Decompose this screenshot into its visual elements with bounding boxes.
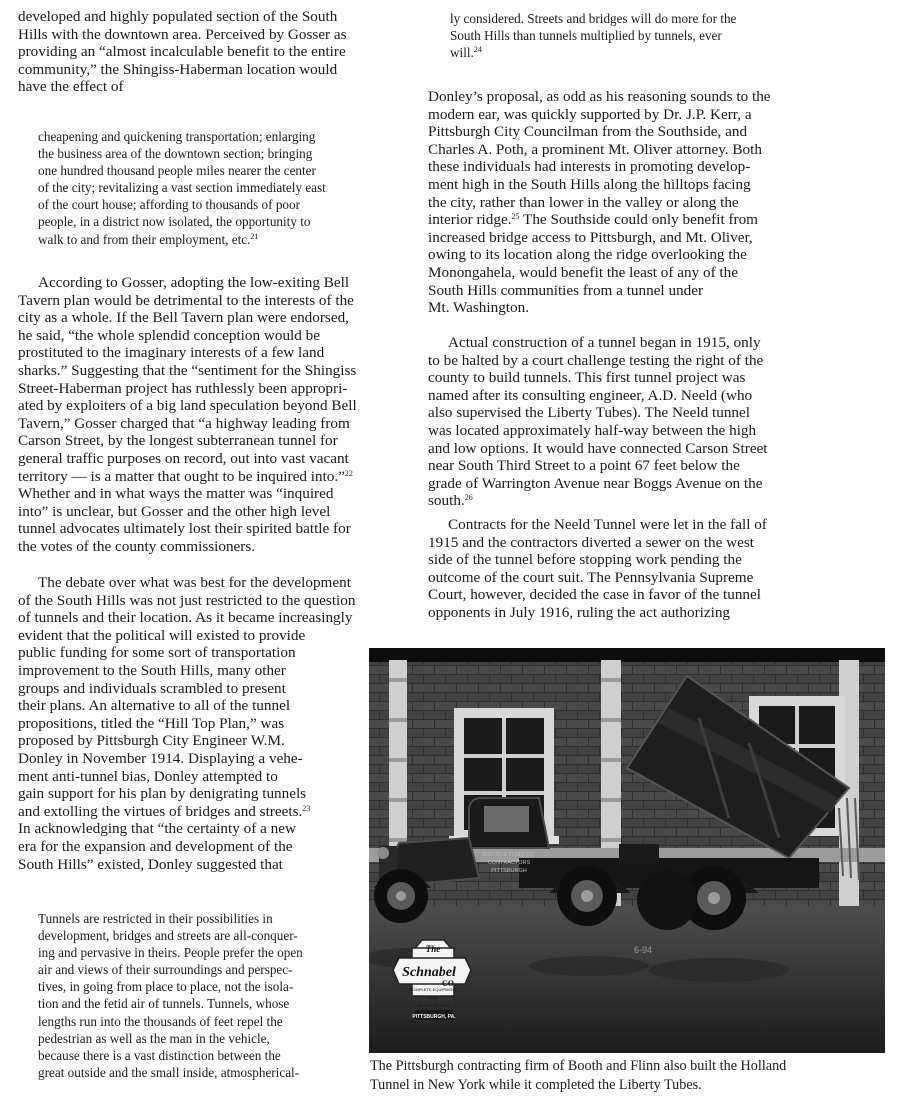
text-line: Mt. Washington. <box>428 299 530 317</box>
text-line: one hundred thousand people miles nearer the center <box>38 163 316 179</box>
door-lettering-line: BOOTH & FLINN CO. <box>482 852 536 858</box>
text-line: Donley in November 1914. Displaying a vehe- <box>18 749 303 767</box>
caption-line: Tunnel in New York while it completed the Liberty Tubes. <box>370 1077 702 1093</box>
text-line: groups and individuals scrambled to present <box>18 679 286 697</box>
text-line: Contracts for the Neeld Tunnel were let in the fall of <box>448 516 767 533</box>
text-line: have the effect of <box>18 78 124 96</box>
text-line: of the court house; affording to thousands of poor <box>38 197 300 213</box>
text-line: improvement to the South Hills, many other <box>18 661 286 679</box>
text-line: Pittsburgh City Councilman from the Southside, and <box>428 123 748 141</box>
text-line: general traffic purposes on record, out into vast vacant <box>18 449 349 467</box>
block-quote-donley <box>38 910 350 1081</box>
text-line: Court, however, decided the case in favor of the tunnel <box>428 586 761 604</box>
text-line: of tunnels and their location. As it became increasingly <box>18 609 353 627</box>
right-paragraph-3 <box>428 516 818 622</box>
text-line: community,” the Shingiss-Haberman location would <box>18 60 338 78</box>
text-line: South Hills” existed, Donley suggested that <box>18 855 283 873</box>
text-line: Whether and in what ways the matter was “inquired <box>18 485 334 503</box>
text-line: was located approximately half-way between the high <box>428 421 757 439</box>
svg-text:MOTOR TRUCKS: MOTOR TRUCKS <box>416 1003 450 1008</box>
text-line: these individuals had interests in promoting develop- <box>428 158 751 176</box>
text-line: into” is unclear, but Gosser and the other high level <box>18 502 331 520</box>
text-line: Tunnels are restricted in their possibilities in <box>38 911 273 926</box>
text-line: air and views of their surroundings and perspec- <box>38 962 293 978</box>
text-line: the business area of the downtown section; bringing <box>38 146 313 162</box>
door-lettering-line: CONTRACTORS <box>487 860 531 866</box>
text-line: tion and the fetid air of tunnels. Tunnels, whose <box>38 996 290 1012</box>
text-line: of the South Hills was not just restricted to the question <box>18 591 356 609</box>
text-line: people, in a district now isolated, the opportunity to <box>38 214 311 230</box>
text-line: providing an “almost incalculable benefit to the entire <box>18 43 346 61</box>
footnote-marker: 23 <box>302 803 311 813</box>
text-line: The debate over what was best for the development <box>38 574 351 591</box>
text-line: territory — is a matter that ought to be inquired into.”$^{22}$ <box>18 467 353 485</box>
text-line: opponents in July 1916, ruling the act authorizing <box>428 603 731 621</box>
text-line: South Hills than tunnels multiplied by tunnels, ever <box>450 28 722 44</box>
block-quote-donley-continued <box>450 10 810 61</box>
footnote-marker: 26 <box>464 493 473 503</box>
text-line: tunnel advocates ultimately lost their spirited battle for <box>18 520 351 538</box>
right-paragraph-2 <box>428 334 818 510</box>
text-line: Donley’s proposal, as odd as his reasoning sounds to the <box>428 88 771 105</box>
caption-line: The Pittsburgh contracting firm of Booth and Flinn also built the Holland <box>370 1058 787 1074</box>
text-line: era for the expansion and development of the <box>18 837 293 855</box>
text-line: Carson Street, by the longest subterranean tunnel for <box>18 432 338 450</box>
text-line: the votes of the county commissioners. <box>18 537 256 555</box>
left-paragraph-1 <box>18 8 408 96</box>
text-line: Tavern,” Gosser charged that “a highway leading from <box>18 414 350 432</box>
text-line: walk to and from their employment, etc.$^{21}$ <box>38 231 259 247</box>
plate-number: 6-94 <box>634 945 653 955</box>
text-line: propositions, titled the “Hill Top Plan,” was <box>18 714 285 732</box>
footnote-marker: 24 <box>473 45 482 55</box>
text-line: pedestrian as well as the man in the vehicle, <box>38 1030 270 1046</box>
left-paragraph-3 <box>18 574 408 873</box>
photo-caption <box>370 1057 890 1095</box>
text-line: grade of Warrington Avenue near Boggs Avenue on the <box>428 474 763 492</box>
text-line: outcome of the court suit. The Pennsylvania Supreme <box>428 568 754 586</box>
text-line: ated by exploiters of a big land speculation beyond Bell <box>18 397 357 415</box>
svg-text:FOR: FOR <box>428 996 438 1001</box>
footnote-marker: 22 <box>344 468 353 478</box>
text-line: modern ear, was quickly supported by Dr. J.P. Kerr, a <box>428 105 752 123</box>
text-line: Hills with the downtown area. Perceived by Gosser as <box>18 25 347 43</box>
dump-truck-photograph <box>369 648 885 1053</box>
text-line: evident that the political will existed to provide <box>18 626 306 644</box>
text-line: of the city; revitalizing a vast section immediately east <box>38 180 326 196</box>
text-line: South Hills communities from a tunnel under <box>428 281 704 299</box>
text-line: ment anti-tunnel bias, Donley attempted to <box>18 767 278 785</box>
svg-text:Schnabel: Schnabel <box>402 965 456 980</box>
footnote-marker: 25 <box>511 212 520 222</box>
text-line: cheapening and quickening transportation; enlarging <box>38 129 316 144</box>
text-line: near South Third Street to a point 67 feet below the <box>428 457 740 475</box>
text-line: he said, “the whole splendid conception would be <box>18 326 320 344</box>
text-line: interior ridge.$^{25}$ The Southside could only benefit from <box>428 211 758 229</box>
text-line: gain support for his plan by denigrating tunnels <box>18 785 307 803</box>
text-line: will.$^{24}$ <box>450 45 482 61</box>
text-line: According to Gosser, adopting the low-exiting Bell <box>38 274 350 291</box>
text-line: ment high in the South Hills along the hilltops facing <box>428 175 751 193</box>
text-line: Monongahela, would benefit the least of any of the <box>428 263 738 281</box>
footnote-marker: 21 <box>250 231 259 241</box>
text-line: Charles A. Poth, a prominent Mt. Oliver attorney. Both <box>428 140 762 158</box>
svg-text:The: The <box>425 944 441 954</box>
right-paragraph-1 <box>428 88 818 317</box>
text-line: county to build tunnels. This first tunnel project was <box>428 369 746 387</box>
text-line: great outside and the small inside, atmospherical- <box>38 1064 300 1080</box>
block-quote-gosser <box>38 128 388 248</box>
text-line: south.$^{26}$ <box>428 492 473 510</box>
text-line: city as a whole. If the Bell Tavern plan were endorsed, <box>18 309 349 327</box>
text-line: Actual construction of a tunnel began in 1915, only <box>448 334 761 351</box>
text-line: prostituted to the imaginary interests of a few land <box>18 344 325 362</box>
text-line: side of the tunnel before stopping work pending the <box>428 551 742 569</box>
text-line: their plans. An alternative to all of the tunnel <box>18 697 291 715</box>
text-line: owing to its location along the ridge overlooking the <box>428 246 747 264</box>
text-line: and low options. It would have connected Carson Street <box>428 439 768 457</box>
door-lettering-line: PITTSBURGH <box>491 868 527 874</box>
text-line: lengths run into the thousands of feet repel the <box>38 1013 283 1029</box>
text-line: public funding for some sort of transportation <box>18 644 296 662</box>
text-line: to be halted by a court challenge testing the right of the <box>428 351 764 369</box>
text-line: ing and pervasive in theirs. People prefer the open <box>38 945 303 961</box>
text-line: developed and highly populated section of the South <box>18 8 338 25</box>
text-line: In acknowledging that “the certainty of a new <box>18 820 296 838</box>
text-line: development, bridges and streets are all-conquer- <box>38 928 298 944</box>
text-line: Tavern plan would be detrimental to the interests of the <box>18 291 354 309</box>
text-line: Street-Haberman project has ruthlessly been appropri- <box>18 379 348 397</box>
text-line: 1915 and the contractors diverted a sewer on the west <box>428 533 754 551</box>
svg-text:COMPLETE EQUIPMENT: COMPLETE EQUIPMENT <box>409 987 457 992</box>
text-line: tives, in going from place to place, not the isola- <box>38 979 294 995</box>
text-line: sharks.” Suggesting that the “sentiment for the Shingiss <box>18 361 357 379</box>
svg-text:PITTSBURGH, PA.: PITTSBURGH, PA. <box>412 1014 456 1020</box>
text-line: named after its consulting engineer, A.D. Neeld (who <box>428 386 753 404</box>
text-line: and extolling the virtues of bridges and streets.$^{23}$ <box>18 802 311 820</box>
text-line: because there is a vast distinction between the <box>38 1047 281 1063</box>
text-line: ly considered. Streets and bridges will do more for the <box>450 11 737 26</box>
text-line: the city, rather than lower in the valley or along the <box>428 193 739 211</box>
text-line: proposed by Pittsburgh City Engineer W.M. <box>18 732 285 750</box>
svg-text:CO.: CO. <box>442 979 456 988</box>
text-line: increased bridge access to Pittsburgh, and Mt. Oliver, <box>428 228 753 246</box>
text-line: also supervised the Liberty Tubes). The Neeld tunnel <box>428 404 750 422</box>
left-paragraph-2 <box>18 274 408 556</box>
